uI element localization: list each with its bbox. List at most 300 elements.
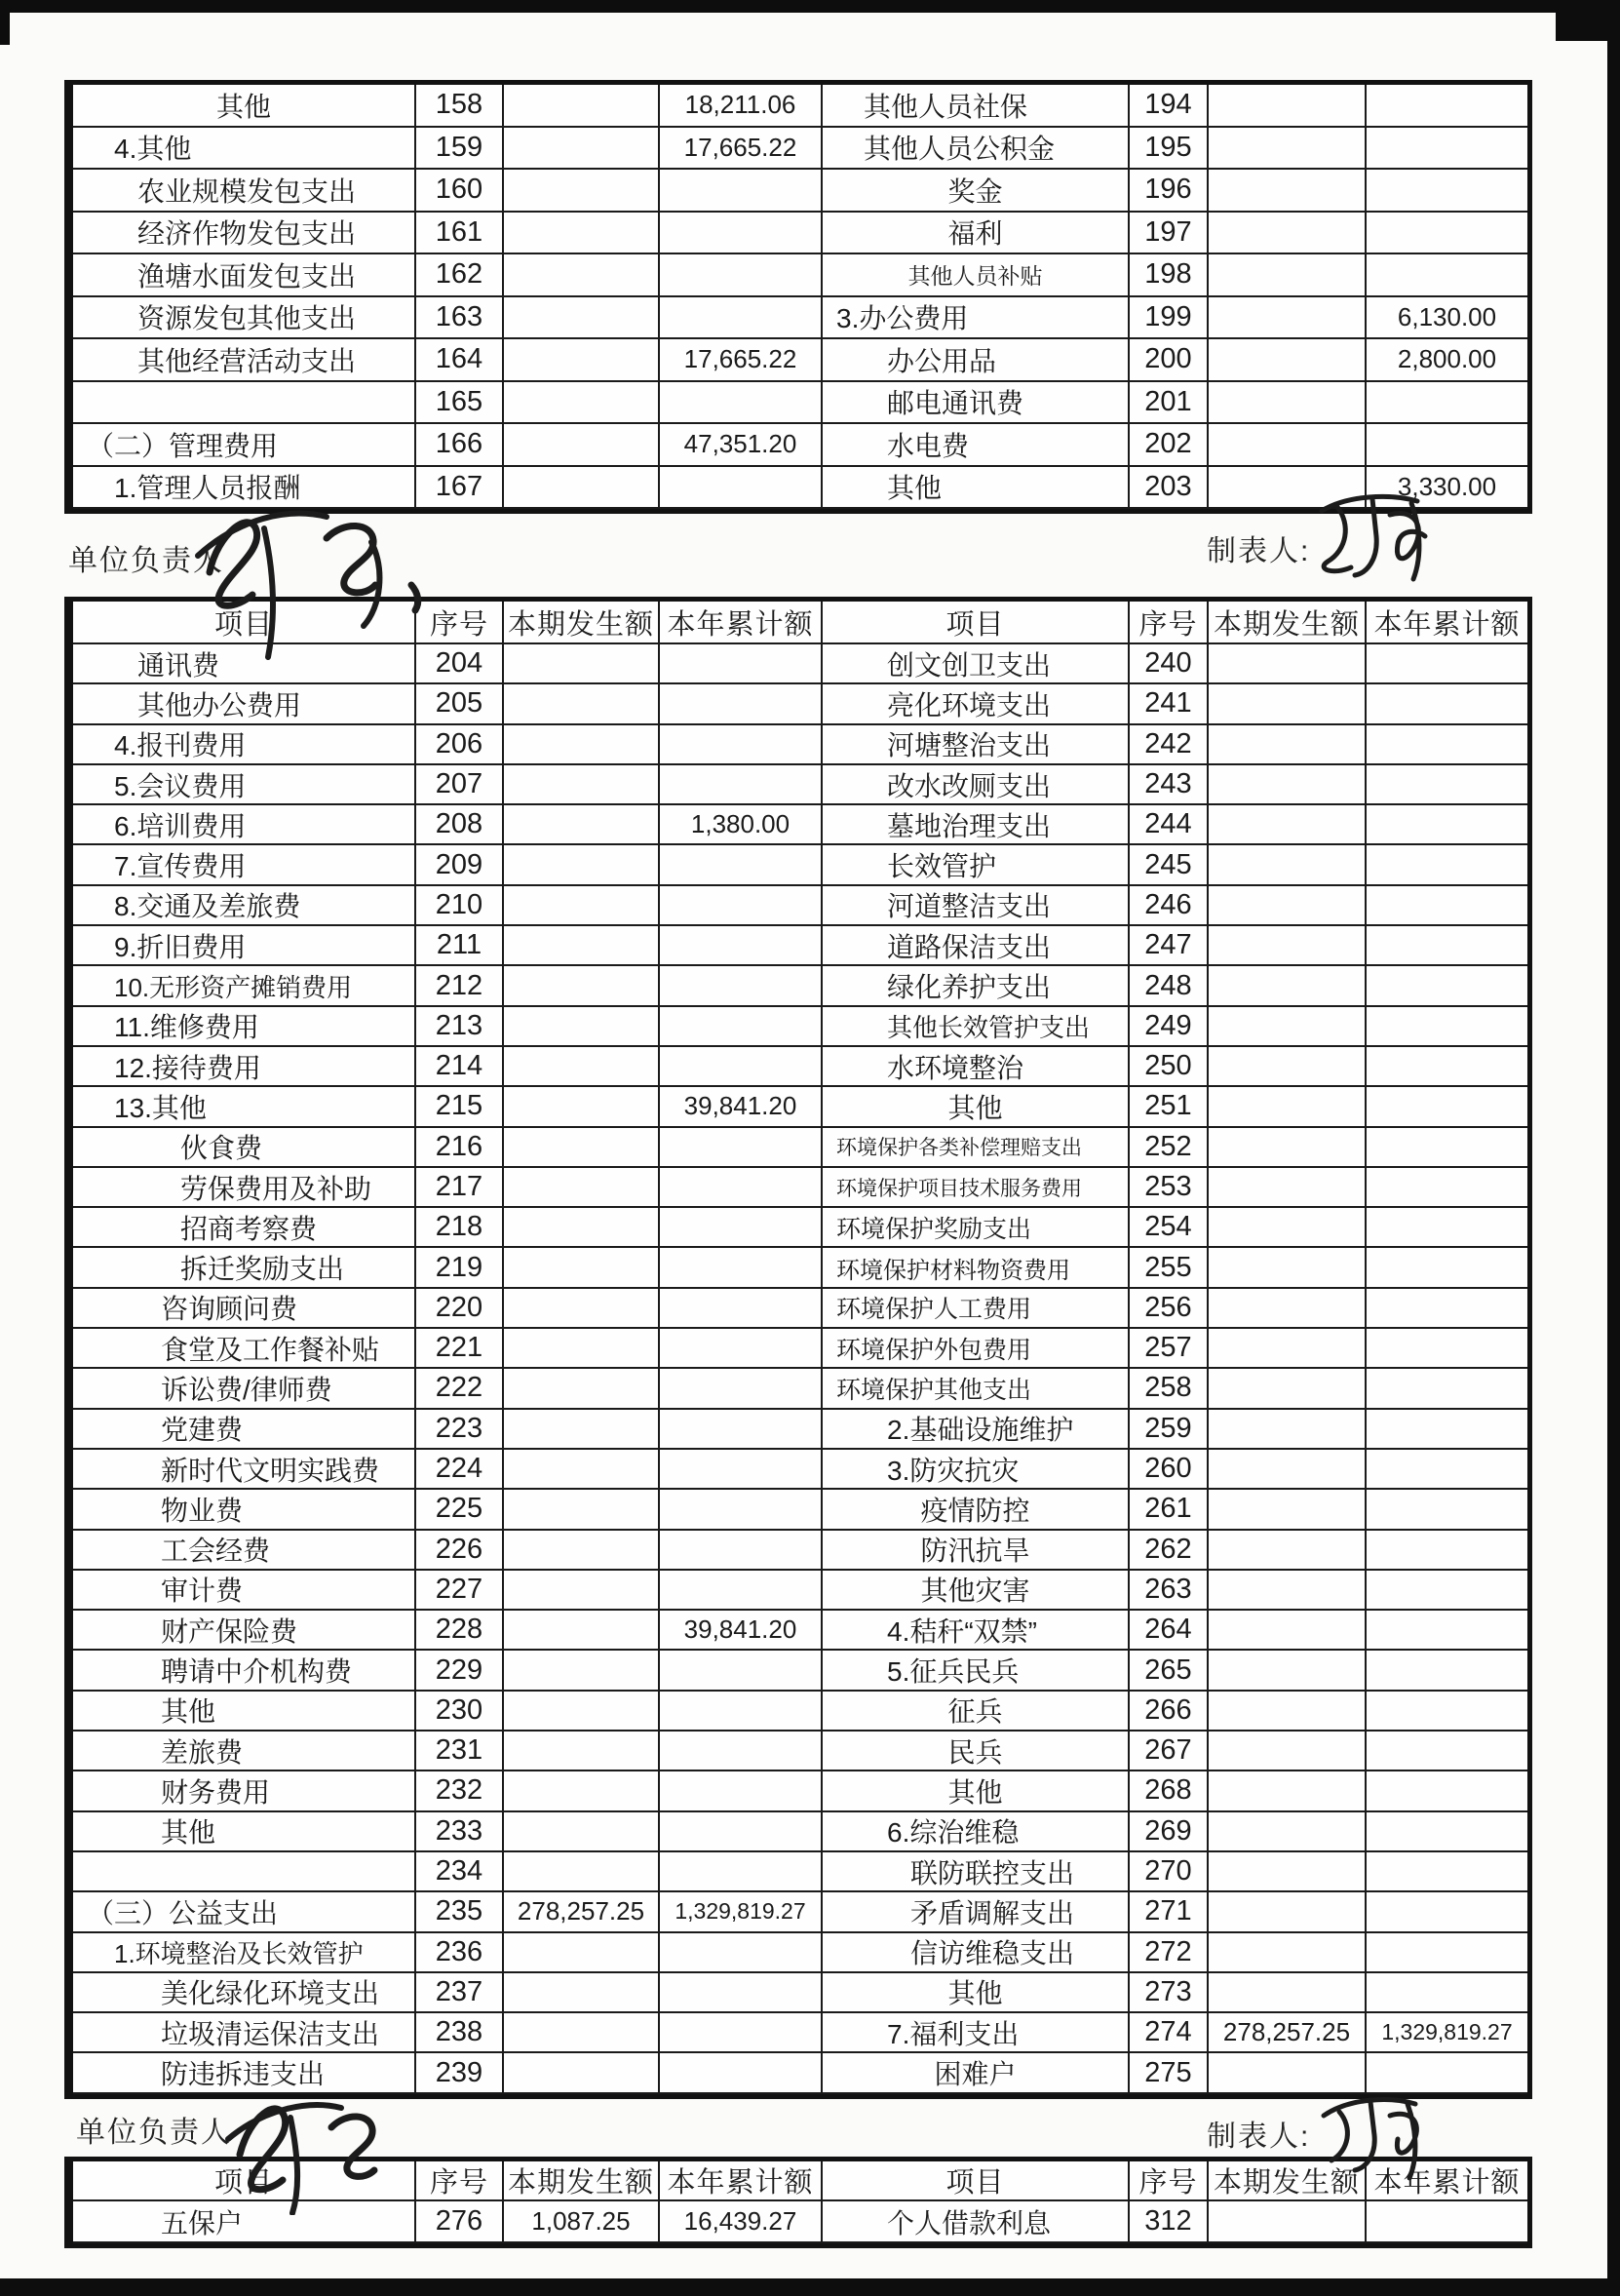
seq-cell: 270 [1130, 1852, 1209, 1892]
seq-cell: 260 [1130, 1450, 1209, 1490]
amount-cell [1367, 1289, 1527, 1329]
amount-cell [1209, 725, 1367, 765]
amount-cell [504, 845, 660, 885]
item-cell: 4.秸秆“双禁” [823, 1611, 1130, 1651]
seq-cell: 209 [416, 845, 504, 885]
seq-cell: 239 [416, 2053, 504, 2093]
seq-cell: 262 [1130, 1531, 1209, 1571]
amount-cell [660, 1812, 823, 1852]
header-cell: 本期发生额 [1209, 2161, 1367, 2201]
header-cell: 项目 [73, 2161, 416, 2201]
item-cell: 其他灾害 [823, 1571, 1130, 1611]
amount-cell [1367, 845, 1527, 885]
item-cell: 邮电通讯费 [823, 382, 1130, 425]
item-cell: 其他 [823, 1087, 1130, 1127]
seq-cell: 257 [1130, 1329, 1209, 1369]
amount-cell [1367, 1531, 1527, 1571]
seq-cell: 266 [1130, 1692, 1209, 1732]
item-cell: 7.福利支出 [823, 2013, 1130, 2053]
item-cell: 1.环境整治及长效管护 [73, 1933, 416, 1973]
item-cell: 河道整洁支出 [823, 886, 1130, 926]
seq-cell: 208 [416, 805, 504, 845]
seq-cell: 159 [416, 128, 504, 171]
seq-cell: 195 [1130, 128, 1209, 171]
item-cell: 环境保护外包费用 [823, 1329, 1130, 1369]
top-table [64, 80, 1532, 514]
amount-cell [1209, 886, 1367, 926]
amount-cell [1209, 1007, 1367, 1047]
seq-cell: 206 [416, 725, 504, 765]
seq-cell: 224 [416, 1450, 504, 1490]
amount-cell [504, 382, 660, 425]
amount-cell: 39,841.20 [660, 1087, 823, 1127]
seq-cell: 207 [416, 765, 504, 805]
item-cell: 民兵 [823, 1732, 1130, 1771]
amount-cell [1367, 2201, 1527, 2243]
amount-cell [1367, 1973, 1527, 2013]
amount-cell [660, 1732, 823, 1771]
amount-cell [1209, 424, 1367, 467]
amount-cell [660, 966, 823, 1006]
seq-cell: 210 [416, 886, 504, 926]
item-cell: 工会经费 [73, 1531, 416, 1571]
amount-cell: 6,130.00 [1367, 297, 1527, 340]
seq-cell: 274 [1130, 2013, 1209, 2053]
amount-cell [1209, 254, 1367, 297]
seq-cell: 259 [1130, 1410, 1209, 1450]
seq-cell: 203 [1130, 467, 1209, 510]
seq-cell: 273 [1130, 1973, 1209, 2013]
amount-cell [1209, 1933, 1367, 1973]
item-cell: 其他 [73, 85, 416, 128]
seq-cell: 236 [416, 1933, 504, 1973]
item-cell: 河塘整治支出 [823, 725, 1130, 765]
preparer-label-bottom: 制表人: [1207, 2121, 1311, 2153]
seq-cell: 248 [1130, 966, 1209, 1006]
item-cell: 环境保护奖励支出 [823, 1208, 1130, 1248]
amount-cell [1367, 966, 1527, 1006]
item-cell: 其他 [73, 1812, 416, 1852]
seq-cell: 240 [1130, 644, 1209, 684]
amount-cell [504, 85, 660, 128]
seq-cell: 234 [416, 1852, 504, 1892]
amount-cell [660, 1168, 823, 1208]
amount-cell [660, 1852, 823, 1892]
item-cell: 7.宣传费用 [73, 845, 416, 885]
seq-cell: 216 [416, 1128, 504, 1168]
seq-cell: 235 [416, 1892, 504, 1932]
amount-cell [504, 1128, 660, 1168]
seq-cell: 166 [416, 424, 504, 467]
item-cell: 招商考察费 [73, 1208, 416, 1248]
amount-cell [1209, 85, 1367, 128]
amount-cell [1367, 424, 1527, 467]
amount-cell [504, 2013, 660, 2053]
amount-cell [1209, 297, 1367, 340]
amount-cell [1367, 1692, 1527, 1732]
amount-cell [504, 1973, 660, 2013]
item-cell: （三）公益支出 [73, 1892, 416, 1932]
amount-cell [1209, 1732, 1367, 1771]
handwritten-signature-unit-head-bottom [216, 2079, 397, 2215]
header-cell: 序号 [416, 2161, 504, 2201]
amount-cell [1209, 805, 1367, 845]
amount-cell [504, 644, 660, 684]
amount-cell [504, 1450, 660, 1490]
header-cell: 本年累计额 [1367, 2161, 1527, 2201]
header-cell: 本年累计额 [1367, 602, 1527, 644]
item-cell: 5.会议费用 [73, 765, 416, 805]
amount-cell [504, 725, 660, 765]
seq-cell: 271 [1130, 1892, 1209, 1932]
amount-cell [660, 1490, 823, 1530]
item-cell: 财产保险费 [73, 1611, 416, 1651]
item-cell: 信访维稳支出 [823, 1933, 1130, 1973]
amount-cell [504, 966, 660, 1006]
seq-cell: 255 [1130, 1248, 1209, 1288]
amount-cell [504, 424, 660, 467]
amount-cell [660, 2013, 823, 2053]
amount-cell [1367, 1329, 1527, 1369]
scan-artifact-top-band [0, 0, 1620, 13]
item-cell: 其他 [823, 1973, 1130, 2013]
seq-cell: 258 [1130, 1369, 1209, 1409]
item-cell [73, 1852, 416, 1892]
seq-cell: 312 [1130, 2201, 1209, 2243]
seq-cell: 244 [1130, 805, 1209, 845]
amount-cell [660, 1369, 823, 1409]
item-cell: 环境保护人工费用 [823, 1289, 1130, 1329]
amount-cell [1209, 1490, 1367, 1530]
seq-cell: 253 [1130, 1168, 1209, 1208]
amount-cell [1367, 765, 1527, 805]
item-cell: 防违拆违支出 [73, 2053, 416, 2093]
seq-cell: 160 [416, 170, 504, 213]
amount-cell [504, 1208, 660, 1248]
header-cell: 本期发生额 [1209, 602, 1367, 644]
amount-cell [1209, 1208, 1367, 1248]
item-cell: 3.防灾抗灾 [823, 1450, 1130, 1490]
seq-cell: 249 [1130, 1007, 1209, 1047]
amount-cell [1209, 644, 1367, 684]
seq-cell: 222 [416, 1369, 504, 1409]
amount-cell [1367, 1933, 1527, 1973]
handwritten-signature-preparer-top [1308, 486, 1435, 583]
item-cell: 拆迁奖励支出 [73, 1248, 416, 1288]
unit-head-label-bottom: 单位负责人 [76, 2117, 232, 2149]
amount-cell [660, 1933, 823, 1973]
seq-cell: 264 [1130, 1611, 1209, 1651]
amount-cell [1209, 1128, 1367, 1168]
item-cell: 其他 [73, 1692, 416, 1732]
header-cell: 本年累计额 [660, 602, 823, 644]
amount-cell [660, 1692, 823, 1732]
item-cell: 6.培训费用 [73, 805, 416, 845]
seq-cell: 164 [416, 339, 504, 382]
item-cell: 诉讼费/律师费 [73, 1369, 416, 1409]
amount-cell [660, 845, 823, 885]
amount-cell [660, 1329, 823, 1369]
seq-cell: 242 [1130, 725, 1209, 765]
item-cell: 福利 [823, 213, 1130, 255]
item-cell: 经济作物发包支出 [73, 213, 416, 255]
amount-cell [1367, 1490, 1527, 1530]
item-cell: 13.其他 [73, 1087, 416, 1127]
item-cell: 其他经营活动支出 [73, 339, 416, 382]
amount-cell [1209, 339, 1367, 382]
amount-cell [660, 1007, 823, 1047]
seq-cell: 256 [1130, 1289, 1209, 1329]
middle-table [64, 597, 1532, 2099]
item-cell: 其他 [823, 467, 1130, 510]
amount-cell [1209, 1571, 1367, 1611]
amount-cell: 1,380.00 [660, 805, 823, 845]
amount-cell [660, 170, 823, 213]
seq-cell: 238 [416, 2013, 504, 2053]
scan-artifact-bottom-band [0, 2278, 1620, 2296]
amount-cell [504, 1369, 660, 1409]
amount-cell [1367, 684, 1527, 724]
item-cell: 审计费 [73, 1571, 416, 1611]
amount-cell [1209, 1450, 1367, 1490]
amount-cell [1367, 1611, 1527, 1651]
seq-cell: 167 [416, 467, 504, 510]
amount-cell: 47,351.20 [660, 424, 823, 467]
amount-cell: 16,439.27 [660, 2201, 823, 2243]
amount-cell [1209, 1651, 1367, 1691]
seq-cell: 237 [416, 1973, 504, 2013]
header-cell: 本年累计额 [660, 2161, 823, 2201]
item-cell: （二）管理费用 [73, 424, 416, 467]
amount-cell [1367, 213, 1527, 255]
amount-cell [1209, 1329, 1367, 1369]
seq-cell: 233 [416, 1812, 504, 1852]
seq-cell: 162 [416, 254, 504, 297]
amount-cell [660, 725, 823, 765]
seq-cell: 252 [1130, 1128, 1209, 1168]
item-cell: 6.综治维稳 [823, 1812, 1130, 1852]
item-cell: 3.办公费用 [823, 297, 1130, 340]
amount-cell [504, 1852, 660, 1892]
amount-cell [504, 1248, 660, 1288]
item-cell: 资源发包其他支出 [73, 297, 416, 340]
amount-cell [660, 1208, 823, 1248]
amount-cell [1367, 1248, 1527, 1288]
amount-cell: 1,329,819.27 [660, 1892, 823, 1932]
amount-cell [660, 1128, 823, 1168]
seq-cell: 261 [1130, 1490, 1209, 1530]
seq-cell: 268 [1130, 1771, 1209, 1811]
amount-cell [504, 1289, 660, 1329]
item-cell: 环境保护项目技术服务费用 [823, 1168, 1130, 1208]
item-cell: 矛盾调解支出 [823, 1892, 1130, 1932]
item-cell: 其他人员补贴 [823, 254, 1130, 297]
seq-cell: 225 [416, 1490, 504, 1530]
amount-cell [1367, 1571, 1527, 1611]
amount-cell [660, 1248, 823, 1288]
item-cell: 困难户 [823, 2053, 1130, 2093]
item-cell: 劳保费用及补助 [73, 1168, 416, 1208]
amount-cell [1367, 128, 1527, 171]
unit-head-label-top: 单位负责人 [68, 545, 224, 577]
amount-cell [1367, 1208, 1527, 1248]
amount-cell [1367, 1369, 1527, 1409]
amount-cell: 1,087.25 [504, 2201, 660, 2243]
item-cell: 墓地治理支出 [823, 805, 1130, 845]
amount-cell [1209, 1289, 1367, 1329]
item-cell: 物业费 [73, 1490, 416, 1530]
item-cell: 4.报刊费用 [73, 725, 416, 765]
amount-cell [504, 213, 660, 255]
item-cell [73, 382, 416, 425]
header-cell: 项目 [73, 602, 416, 644]
item-cell: 其他办公费用 [73, 684, 416, 724]
amount-cell [1209, 2201, 1367, 2243]
item-cell: 财务费用 [73, 1771, 416, 1811]
amount-cell [1367, 1450, 1527, 1490]
amount-cell: 1,329,819.27 [1367, 2013, 1527, 2053]
seq-cell: 212 [416, 966, 504, 1006]
amount-cell [504, 1771, 660, 1811]
amount-cell [504, 1692, 660, 1732]
item-cell: 五保户 [73, 2201, 416, 2243]
seq-cell: 217 [416, 1168, 504, 1208]
amount-cell [1367, 805, 1527, 845]
seq-cell: 245 [1130, 845, 1209, 885]
scan-artifact-top-left-wedge [0, 0, 10, 45]
item-cell: 党建费 [73, 1410, 416, 1450]
item-cell: 其他人员社保 [823, 85, 1130, 128]
amount-cell [504, 1651, 660, 1691]
amount-cell [1209, 1692, 1367, 1732]
item-cell: 长效管护 [823, 845, 1130, 885]
amount-cell: 39,841.20 [660, 1611, 823, 1651]
amount-cell [1367, 170, 1527, 213]
seq-cell: 202 [1130, 424, 1209, 467]
amount-cell [504, 684, 660, 724]
amount-cell: 278,257.25 [1209, 2013, 1367, 2053]
seq-cell: 241 [1130, 684, 1209, 724]
item-cell: 通讯费 [73, 644, 416, 684]
handwritten-signature-preparer-bottom [1314, 2077, 1436, 2184]
amount-cell [1209, 382, 1367, 425]
item-cell: 8.交通及差旅费 [73, 886, 416, 926]
header-cell: 项目 [823, 2161, 1130, 2201]
amount-cell [660, 297, 823, 340]
amount-cell [1209, 845, 1367, 885]
item-cell: 4.其他 [73, 128, 416, 171]
amount-cell: 3,330.00 [1367, 467, 1527, 510]
item-cell: 道路保洁支出 [823, 926, 1130, 966]
seq-cell: 247 [1130, 926, 1209, 966]
amount-cell [1367, 1007, 1527, 1047]
seq-cell: 276 [416, 2201, 504, 2243]
seq-cell: 201 [1130, 382, 1209, 425]
amount-cell [1367, 1732, 1527, 1771]
item-cell: 环境保护各类补偿理赔支出 [823, 1128, 1130, 1168]
seq-cell: 200 [1130, 339, 1209, 382]
amount-cell [504, 926, 660, 966]
amount-cell [1367, 1852, 1527, 1892]
amount-cell [504, 1168, 660, 1208]
header-cell: 序号 [1130, 602, 1209, 644]
seq-cell: 263 [1130, 1571, 1209, 1611]
seq-cell: 215 [416, 1087, 504, 1127]
seq-cell: 246 [1130, 886, 1209, 926]
amount-cell [504, 1531, 660, 1571]
item-cell: 水电费 [823, 424, 1130, 467]
item-cell: 环境保护其他支出 [823, 1369, 1130, 1409]
amount-cell [1367, 725, 1527, 765]
amount-cell [504, 1490, 660, 1530]
amount-cell [504, 1571, 660, 1611]
amount-cell [660, 1289, 823, 1329]
amount-cell [1367, 1410, 1527, 1450]
item-cell: 伙食费 [73, 1128, 416, 1168]
amount-cell [660, 254, 823, 297]
header-cell: 序号 [416, 602, 504, 644]
amount-cell [1209, 1771, 1367, 1811]
amount-cell [660, 382, 823, 425]
item-cell: 咨询顾问费 [73, 1289, 416, 1329]
seq-cell: 267 [1130, 1732, 1209, 1771]
seq-cell: 204 [416, 644, 504, 684]
amount-cell [1367, 1128, 1527, 1168]
seq-cell: 269 [1130, 1812, 1209, 1852]
seq-cell: 226 [416, 1531, 504, 1571]
seq-cell: 231 [416, 1732, 504, 1771]
amount-cell [504, 765, 660, 805]
seq-cell: 163 [416, 297, 504, 340]
amount-cell [1209, 1973, 1367, 2013]
seq-cell: 223 [416, 1410, 504, 1450]
amount-cell [504, 1007, 660, 1047]
item-cell: 1.管理人员报酬 [73, 467, 416, 510]
amount-cell [660, 213, 823, 255]
amount-cell: 2,800.00 [1367, 339, 1527, 382]
item-cell: 10.无形资产摊销费用 [73, 966, 416, 1006]
amount-cell [504, 467, 660, 510]
amount-cell: 18,211.06 [660, 85, 823, 128]
amount-cell: 17,665.22 [660, 339, 823, 382]
amount-cell [660, 1771, 823, 1811]
amount-cell [1367, 644, 1527, 684]
amount-cell [1209, 1410, 1367, 1450]
amount-cell [660, 1973, 823, 2013]
amount-cell [504, 886, 660, 926]
amount-cell: 17,665.22 [660, 128, 823, 171]
item-cell: 联防联控支出 [823, 1852, 1130, 1892]
scan-artifact-right-band [1607, 0, 1620, 2296]
header-cell: 本期发生额 [504, 602, 660, 644]
seq-cell: 158 [416, 85, 504, 128]
amount-cell [660, 1047, 823, 1087]
amount-cell [1209, 213, 1367, 255]
amount-cell [660, 1450, 823, 1490]
seq-cell: 228 [416, 1611, 504, 1651]
item-cell: 食堂及工作餐补贴 [73, 1329, 416, 1369]
item-cell: 农业规模发包支出 [73, 170, 416, 213]
amount-cell [1209, 1812, 1367, 1852]
amount-cell [504, 1047, 660, 1087]
amount-cell [660, 644, 823, 684]
seq-cell: 275 [1130, 2053, 1209, 2093]
amount-cell [504, 128, 660, 171]
amount-cell [1209, 1087, 1367, 1127]
header-cell: 序号 [1130, 2161, 1209, 2201]
amount-cell [504, 1933, 660, 1973]
seq-cell: 232 [416, 1771, 504, 1811]
